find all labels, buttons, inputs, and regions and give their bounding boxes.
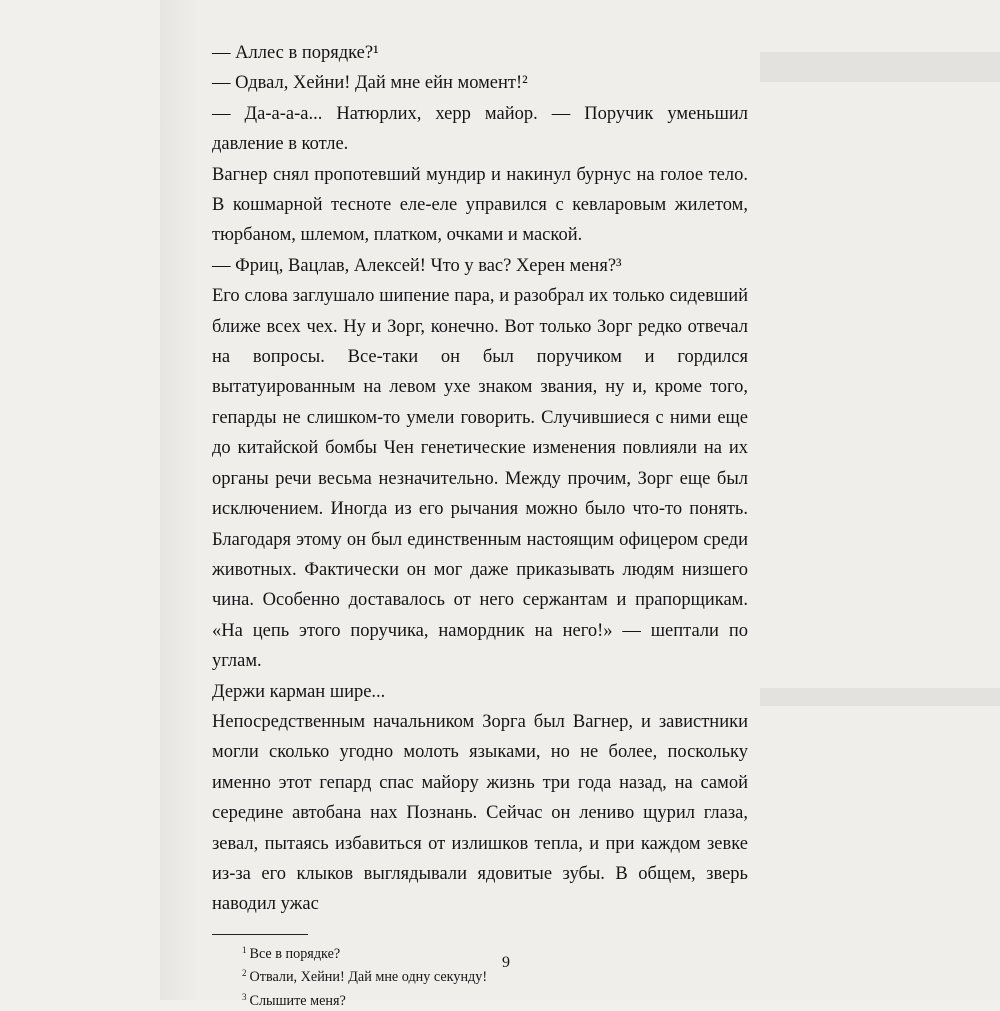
- page-number-row: [0, 954, 1000, 972]
- footnote: [212, 988, 748, 1011]
- body-text: [212, 38, 748, 920]
- paragraph: Вагнер снял пропотевший мундир и накинул бурнус на голое тело. В кошмарной тесноте еле-еле управился с кевларовым жилетом, тюрбаном, шлемом, платком, очками и маской.: [212, 164, 748, 246]
- paragraph: Держи карман шире...: [212, 681, 386, 702]
- page-number: 9: [502, 954, 510, 971]
- footnote-rule: [212, 934, 308, 935]
- paragraph: — Одвал, Хейни! Дай мне ейн момент!²: [212, 73, 528, 94]
- paragraph: Его слова заглушало шипение пара, и разобрал их только сидевший ближе всех чех. Ну и Зорг, конечно. Вот только Зорг редко отвечал на вопросы. Все-таки он был поручиком и гордился вытатуированным на левом ухе знаком звания, ну и, кроме того, гепарды не слишком-то умели говорить. Случившиеся с ними еще до китайской бомбы Чен генетические изменения повлияли на их органы речи весьма незначительно. Между прочим, Зорг еще был исключением. Иногда из его рычания можно было что-то понять. Благодаря этому он был единственным настоящим офицером среди животных. Фактически он мог даже приказывать людям низшего чина. Особенно доставалось от него сержантам и прапорщикам. «На цепь этого поручика, намордник на него!» — шептали по углам.: [212, 286, 748, 672]
- bleed-through: [760, 688, 1000, 706]
- bleed-through: [760, 52, 1000, 82]
- paragraph: — Аллес в порядке?¹: [212, 43, 379, 63]
- paragraph: Непосредственным начальником Зорга был Вагнер, и завистники могли сколько угодно молоть языками, но не более, поскольку именно этот гепард спас майору жизнь три года назад, на самой середине автобана нах Познань. Сейчас он лениво щурил глаза, зевал, пытаясь избавиться от излишков тепла, и при каждом зевке из-за его клыков выглядывали ядовитые зубы. В общем, зверь наводил ужас: [212, 711, 748, 915]
- footnotes: [212, 941, 748, 1011]
- footnote-text: Слышите меня?: [249, 992, 346, 1009]
- footnote-text: Отвали, Хейни! Дай мне одну секунду!: [249, 969, 488, 986]
- paragraph: — Да-а-а-а... Натюрлих, херр майор. — Поручик уменьшил давление в котле.: [212, 103, 748, 155]
- footnote-mark: 2: [242, 968, 247, 979]
- text-block: [212, 38, 748, 1011]
- footnote-text: Все в порядке?: [249, 945, 341, 962]
- footnote-mark: 1: [242, 944, 247, 955]
- paragraph: — Фриц, Вацлав, Алексей! Что у вас? Херен меня?³: [212, 255, 622, 276]
- footnote-mark: 3: [242, 991, 247, 1002]
